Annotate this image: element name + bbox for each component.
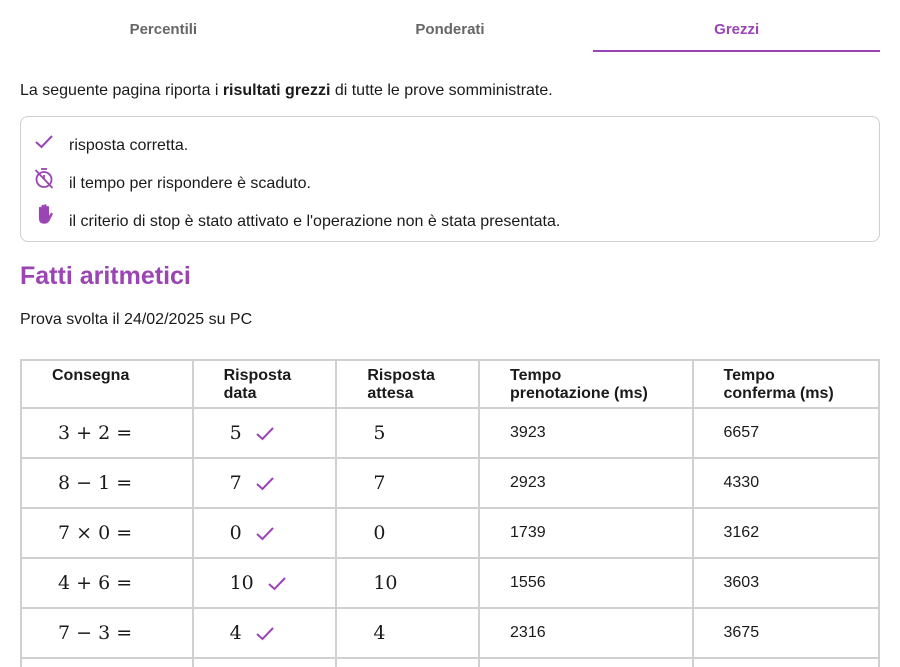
header-risposta-data [193,360,337,408]
table-row [21,558,879,608]
cell-expected: 5 [336,408,479,458]
intro-bold: risultati grezzi [222,82,331,99]
hand-stop-icon [33,203,55,225]
cell-expected: 0 [336,508,479,558]
check-icon [254,624,276,644]
table-row [21,608,879,658]
check-icon [254,474,276,494]
table-header-row [21,360,879,408]
cell-time-confirm: 3603 [693,558,880,608]
header-consegna [21,360,193,408]
given-value: 0 [229,522,242,544]
legend-text-correct: risposta corretta. [69,137,189,154]
cell-time-booking: 1739 [479,508,692,558]
cell-empty [336,658,479,667]
cell-given [193,408,337,458]
cell-expected: 10 [336,558,479,608]
tab-grezzi[interactable]: Grezzi [593,0,880,52]
cell-time-confirm: 3162 [693,508,880,558]
check-icon [254,524,276,544]
cell-expected: 7 [336,458,479,508]
given-value: 5 [229,422,242,444]
check-icon [33,131,55,153]
header-tempo-conferma [693,360,880,408]
cell-given [193,508,337,558]
cell-time-confirm: 6657 [693,408,880,458]
cell-given [193,608,337,658]
table-row [21,508,879,558]
cell-task: 4 + 6 = [21,558,193,608]
given-value: 7 [229,472,242,494]
cell-task: 8 − 1 = [21,458,193,508]
header-tempo-prenotazione-line1: Tempo [510,367,562,384]
header-risposta-attesa [336,360,479,408]
check-icon [254,424,276,444]
cell-given [193,558,337,608]
header-tempo-prenotazione [479,360,692,408]
cell-task: 7 − 3 = [21,608,193,658]
cell-empty [21,658,193,667]
tab-percentili[interactable]: Percentili [129,21,198,38]
results-table [20,359,880,667]
table-row-partial [21,658,879,667]
cell-empty [193,658,337,667]
given-value: 10 [229,572,254,594]
header-tempo-conferma-line2: conferma (ms) [723,385,834,402]
intro-text [20,82,553,100]
header-risposta-data-line1: Risposta [223,367,292,384]
legend-text-stop: il criterio di stop è stato attivato e l'operazione non è stata presentata. [69,213,561,230]
cell-empty [693,658,880,667]
intro-after: di tutte le prove somministrate. [330,82,553,99]
cell-time-confirm: 4330 [693,458,880,508]
cell-given [193,458,337,508]
header-tempo-prenotazione-line2: prenotazione (ms) [510,385,648,402]
tab-ponderati[interactable]: Ponderati [415,21,485,38]
given-value: 4 [229,622,242,644]
cell-time-confirm: 3675 [693,608,880,658]
cell-task: 7 × 0 = [21,508,193,558]
header-tempo-conferma-line1: Tempo [723,367,775,384]
header-risposta-attesa-line2: attesa [367,385,414,402]
cell-time-booking: 1556 [479,558,692,608]
header-consegna-label: Consegna [52,367,130,384]
header-risposta-data-line2: data [223,385,257,402]
legend-text-timeout: il tempo per rispondere è scaduto. [69,175,311,192]
test-date-text: Prova svolta il 24/02/2025 su PC [20,311,253,328]
check-icon [266,574,288,594]
legend-box [20,116,880,242]
timer-off-icon [33,167,55,189]
cell-task: 3 + 2 = [21,408,193,458]
cell-time-booking: 3923 [479,408,692,458]
table-row [21,458,879,508]
header-risposta-attesa-line1: Risposta [367,367,435,384]
tab-bar [20,0,880,52]
cell-time-booking: 2316 [479,608,692,658]
intro-before: La seguente pagina riporta i [20,82,223,99]
cell-empty [479,658,692,667]
cell-expected: 4 [336,608,479,658]
section-title: Fatti aritmetici [20,262,191,290]
cell-time-booking: 2923 [479,458,692,508]
table-row [21,408,879,458]
